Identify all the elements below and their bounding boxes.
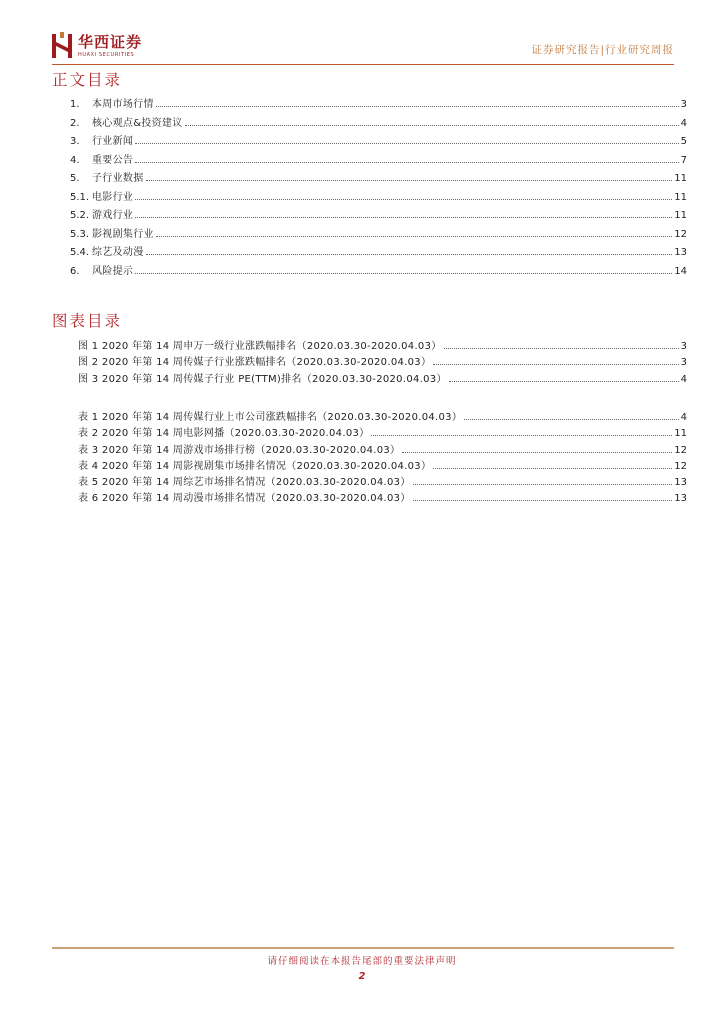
figure-entry-page: 4 [680, 373, 687, 385]
figure-entry[interactable] [78, 337, 687, 353]
figure-entry-page: 3 [680, 341, 687, 352]
toc-entry-page: 11 [674, 210, 687, 222]
toc-entry-title: 游戏行业 [92, 210, 134, 222]
toc-leader-dots [464, 419, 678, 420]
toc-entry-title: 重要公告 [92, 154, 134, 166]
toc-entry[interactable] [70, 206, 687, 225]
huaxi-logo-icon [52, 32, 72, 60]
toc-entry-number: 2. [70, 117, 80, 129]
table-entry[interactable] [78, 441, 687, 457]
toc-heading: 正文目录 [52, 71, 123, 89]
table-entry-page: 12 [674, 444, 687, 456]
table-entry-title: 表 5 2020 年第 14 周综艺市场排名情况（2020.03.30-2020.04.03） [78, 477, 411, 489]
toc-entry-title: 综艺及动漫 [92, 247, 144, 259]
table-list [78, 408, 687, 506]
toc-leader-dots [413, 500, 673, 501]
table-entry-page: 12 [674, 460, 687, 472]
toc-leader-dots [156, 106, 679, 107]
table-entry[interactable] [78, 424, 687, 440]
toc-entry[interactable] [70, 132, 687, 151]
page-header [52, 28, 674, 68]
toc-entry[interactable] [70, 225, 687, 244]
page-number: 2 [358, 971, 366, 982]
toc-entry-title: 核心观点&投资建议 [92, 117, 183, 129]
toc-entry[interactable] [70, 243, 687, 262]
table-entry-title: 表 6 2020 年第 14 周动漫市场排名情况（2020.03.30-2020.04.03） [78, 493, 411, 505]
toc-entry-number: 3. [70, 136, 80, 148]
toc-entry-title: 本周市场行情 [92, 99, 154, 110]
toc-entry-title: 子行业数据 [92, 173, 144, 185]
toc-leader-dots [444, 348, 679, 349]
toc-leader-dots [413, 484, 673, 485]
toc-leader-dots [146, 254, 673, 255]
figure-entry-title: 图 1 2020 年第 14 周申万一级行业涨跌幅排名（2020.03.30-2020.04.03） [78, 341, 442, 352]
toc-entry-number: 5.1. [70, 191, 90, 203]
toc-entry-number: 5.2. [70, 210, 90, 222]
toc-leader-dots [135, 273, 672, 274]
table-entry-title: 表 1 2020 年第 14 周传媒行业上市公司涨跌幅排名（2020.03.30-2020.04.03） [78, 412, 463, 423]
table-entry-title: 表 2 2020 年第 14 周电影网播（2020.03.30-2020.04.03） [78, 428, 370, 440]
toc-entry-number: 5.3. [70, 228, 90, 240]
toc-leader-dots [433, 364, 678, 365]
table-entry-title: 表 3 2020 年第 14 周游戏市场排行榜（2020.03.30-2020.04.03） [78, 444, 401, 456]
toc-leader-dots [156, 236, 672, 237]
footer-divider [52, 947, 674, 949]
header-divider [52, 64, 674, 65]
figure-entry[interactable] [78, 353, 687, 369]
toc-entry-number: 5.4. [70, 247, 90, 259]
table-entry-page: 4 [680, 412, 687, 423]
toc-entry-number: 1. [70, 99, 80, 110]
table-entry[interactable] [78, 473, 687, 489]
toc-entry[interactable] [70, 262, 687, 281]
toc-entry-page: 14 [674, 265, 687, 277]
toc-entry-page: 5 [680, 136, 687, 148]
toc-leader-dots [135, 217, 672, 218]
toc-entry-title: 影视剧集行业 [92, 228, 154, 240]
toc-entry-page: 11 [674, 173, 687, 185]
figures-heading: 图表目录 [52, 312, 123, 330]
toc-entry-page: 7 [680, 154, 687, 166]
toc-entry-number: 6. [70, 265, 80, 277]
figure-list [78, 337, 687, 386]
toc-leader-dots [433, 468, 672, 469]
brand-name-cn: 华西证券 [78, 33, 143, 51]
table-entry[interactable] [78, 408, 687, 424]
figure-entry[interactable] [78, 370, 687, 386]
table-entry-title: 表 4 2020 年第 14 周影视剧集市场排名情况（2020.03.30-2020.04.03） [78, 460, 432, 472]
toc-entry-title: 电影行业 [92, 191, 134, 203]
toc-leader-dots [146, 180, 673, 181]
toc-entry-page: 11 [674, 191, 687, 203]
table-entry[interactable] [78, 457, 687, 473]
toc-list [70, 95, 687, 280]
toc-leader-dots [185, 125, 679, 126]
toc-leader-dots [371, 435, 672, 436]
toc-entry-number: 4. [70, 154, 80, 166]
toc-entry-page: 4 [680, 117, 687, 129]
table-entry-page: 11 [674, 428, 687, 440]
toc-leader-dots [449, 381, 679, 382]
toc-entry-title: 风险提示 [92, 265, 134, 277]
figure-entry-title: 图 3 2020 年第 14 周传媒子行业 PE(TTM)排名（2020.03.30-2020.04.03） [78, 373, 447, 385]
toc-entry-page: 12 [674, 228, 687, 240]
toc-leader-dots [135, 199, 672, 200]
toc-entry[interactable] [70, 95, 687, 114]
toc-entry-title: 行业新闻 [92, 136, 134, 148]
brand-name [78, 33, 142, 58]
toc-entry[interactable] [70, 151, 687, 170]
figure-entry-title: 图 2 2020 年第 14 周传媒子行业涨跌幅排名（2020.03.30-2020.04.03） [78, 357, 432, 369]
toc-entry[interactable] [70, 169, 687, 188]
legal-disclaimer: 请仔细阅读在本报告尾部的重要法律声明 [267, 956, 457, 967]
toc-leader-dots [135, 162, 678, 163]
toc-entry-page: 3 [680, 99, 687, 110]
figure-entry-page: 3 [680, 357, 687, 369]
table-entry[interactable] [78, 489, 687, 505]
table-entry-page: 13 [674, 493, 687, 505]
brand-name-en: HUAXI SECURITIES [78, 52, 135, 58]
report-type: 证券研究报告|行业研究周报 [531, 44, 674, 56]
toc-entry[interactable] [70, 114, 687, 133]
toc-leader-dots [402, 452, 672, 453]
table-entry-page: 13 [674, 477, 687, 489]
toc-entry-page: 13 [674, 247, 687, 259]
toc-entry-number: 5. [70, 173, 80, 185]
toc-entry[interactable] [70, 188, 687, 207]
toc-leader-dots [135, 143, 678, 144]
